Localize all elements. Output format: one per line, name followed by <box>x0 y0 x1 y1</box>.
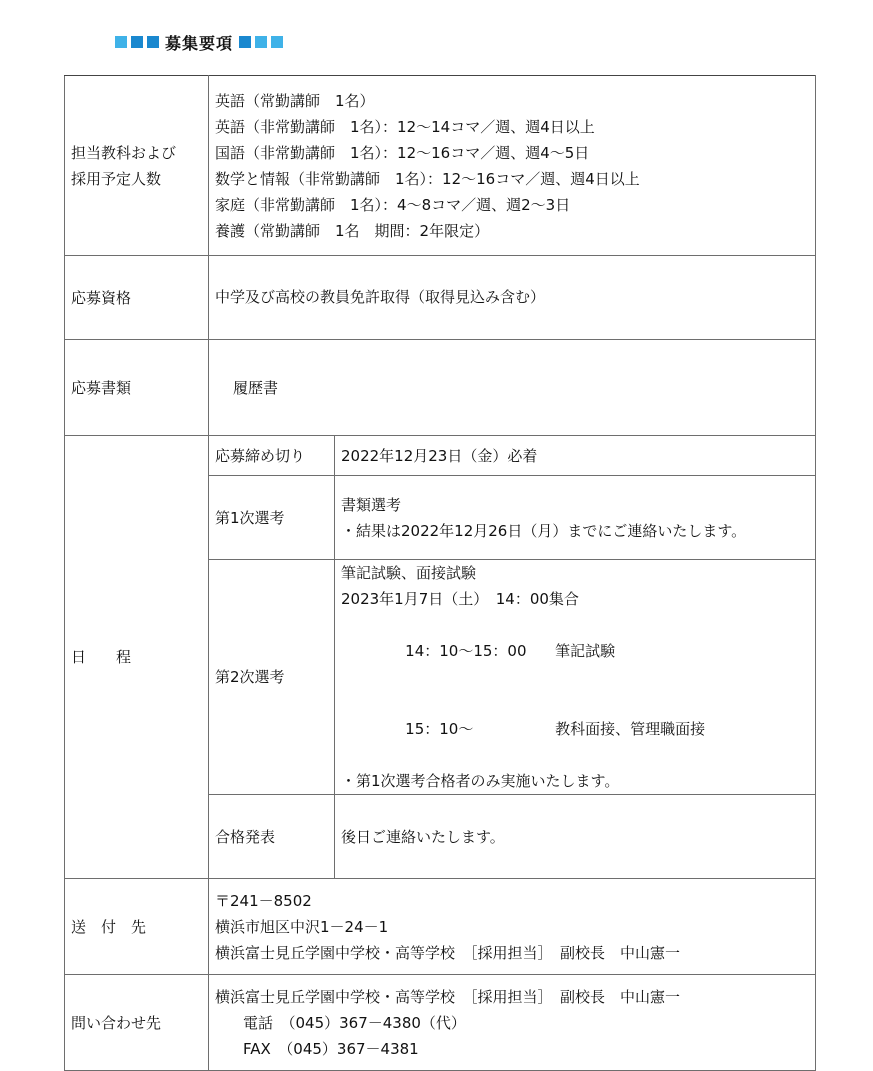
result-value: 後日ご連絡いたします。 <box>335 795 816 879</box>
second-selection-line <box>341 690 809 768</box>
subject-line: 家庭（非常勤講師 1名）：4〜8コマ／週、週2〜3日 <box>215 195 571 214</box>
row-deadline <box>65 436 816 476</box>
subject-line: 英語（非常勤講師 1名）：12〜14コマ／週、週4日以上 <box>215 117 595 136</box>
interview-text: 教科面接、管理職面接 <box>555 720 706 738</box>
square-icon <box>131 36 143 48</box>
label-subjects-line1: 担当教科および <box>71 143 177 162</box>
send-to-value <box>209 879 816 975</box>
contact-value <box>209 975 816 1071</box>
label-contact: 問い合わせ先 <box>65 975 209 1071</box>
square-icon <box>115 36 127 48</box>
send-to-line: 〒241－8502 <box>215 891 312 910</box>
row-qualification <box>65 256 816 340</box>
heading-title: 募集要項 <box>165 33 234 53</box>
contact-fax: FAX （045）367－4381 <box>243 1039 419 1058</box>
subject-line: 国語（非常勤講師 1名）：12〜16コマ／週、週4〜5日 <box>215 143 590 162</box>
first-selection-value <box>335 476 816 560</box>
contact-phone: 電話 （045）367－4380（代） <box>243 1013 466 1032</box>
first-selection-line: ・結果は2022年12月26日（月）までにご連絡いたします。 <box>341 521 747 540</box>
documents-text: 履歴書 <box>233 378 279 397</box>
subject-line: 英語（常勤講師 1名） <box>215 91 375 110</box>
square-icon <box>271 36 283 48</box>
heading-squares-left <box>115 36 159 48</box>
documents-value <box>209 340 816 436</box>
exam-text: 筆記試験 <box>555 642 616 660</box>
second-selection-line: 筆記試験、面接試験 <box>341 564 477 582</box>
square-icon <box>147 36 159 48</box>
label-documents: 応募書類 <box>65 340 209 436</box>
label-subjects <box>65 76 209 256</box>
label-result: 合格発表 <box>209 795 335 879</box>
send-to-line: 横浜富士見丘学園中学校・高等学校 ［採用担当］ 副校長 中山憲一 <box>215 943 681 962</box>
label-first-selection: 第1次選考 <box>209 476 335 560</box>
first-selection-line: 書類選考 <box>341 495 402 514</box>
label-schedule: 日 程 <box>65 436 209 879</box>
row-documents <box>65 340 816 436</box>
label-deadline: 応募締め切り <box>209 436 335 476</box>
square-icon <box>255 36 267 48</box>
send-to-line: 横浜市旭区中沢1－24－1 <box>215 917 389 936</box>
exam-time: 14：10〜15：00 <box>405 642 527 660</box>
interview-time: 15：10〜 <box>405 720 474 738</box>
label-subjects-line2: 採用予定人数 <box>71 169 162 188</box>
subjects-list <box>209 76 816 256</box>
contact-line: 横浜富士見丘学園中学校・高等学校 ［採用担当］ 副校長 中山憲一 <box>215 987 681 1006</box>
recruitment-table <box>64 75 816 1071</box>
row-send-to <box>65 879 816 975</box>
label-second-selection: 第2次選考 <box>209 560 335 795</box>
label-qualification: 応募資格 <box>65 256 209 340</box>
deadline-value: 2022年12月23日（金）必着 <box>335 436 816 476</box>
row-subjects <box>65 76 816 256</box>
label-send-to: 送 付 先 <box>65 879 209 975</box>
row-contact <box>65 975 816 1071</box>
square-icon <box>239 36 251 48</box>
section-heading <box>115 30 283 54</box>
heading-squares-right <box>239 36 283 48</box>
second-selection-line: ・第1次選考合格者のみ実施いたします。 <box>341 772 620 790</box>
second-selection-value <box>335 560 816 795</box>
second-selection-line <box>341 612 809 690</box>
subject-line: 養護（常勤講師 1名 期間：2年限定） <box>215 221 490 240</box>
qualification-value: 中学及び高校の教員免許取得（取得見込み含む） <box>209 256 816 340</box>
subject-line: 数学と情報（非常勤講師 1名）：12〜16コマ／週、週4日以上 <box>215 169 640 188</box>
second-selection-line: 2023年1月7日（土） 14：00集合 <box>341 590 579 608</box>
